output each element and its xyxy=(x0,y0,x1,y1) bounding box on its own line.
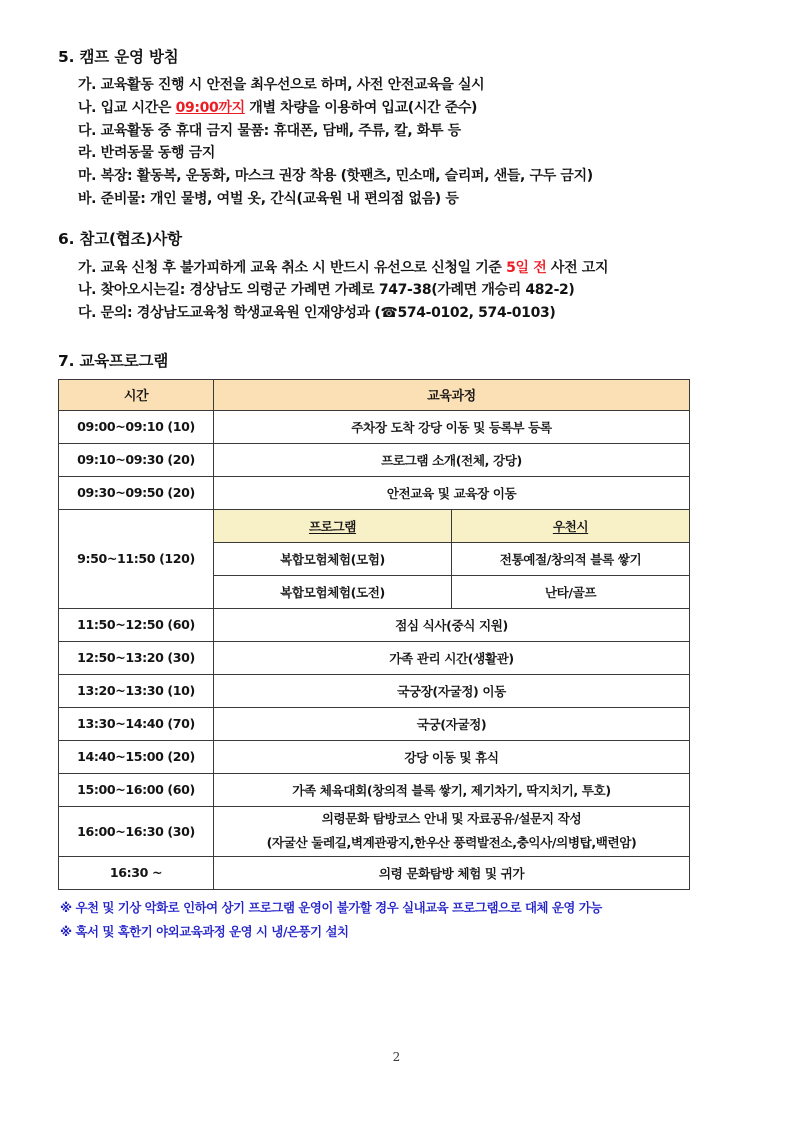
table-row-split-subheader xyxy=(59,509,690,542)
section-6-item-b: 나. 찾아오시는길: 경상남도 의령군 가례면 가례로 747-38(가례면 개승리 482-2) xyxy=(78,282,575,299)
row-time: 16:00~16:30 (30) xyxy=(59,806,214,856)
row-rain-activity: 전통예절/창의적 블록 쌓기 xyxy=(452,542,690,575)
column-header-time: 시간 xyxy=(59,379,214,410)
row-time-split: 9:50~11:50 (120) xyxy=(59,509,214,608)
section-camp-policy xyxy=(58,48,738,210)
table-row xyxy=(59,856,690,889)
row-course: 가족 관리 시간(생활관) xyxy=(214,641,690,674)
section-5-item-b xyxy=(58,97,738,120)
section-education-program xyxy=(58,349,738,941)
subheader-rain-label: 우천시 xyxy=(552,519,589,535)
section-6-title: 6. 참고(협조)사항 xyxy=(58,230,182,249)
footnote-temperature: ※ 혹서 및 혹한기 야외교육과정 운영 시 냉/온풍기 설치 xyxy=(60,923,349,939)
table-row xyxy=(59,674,690,707)
table-row xyxy=(59,641,690,674)
page-number: 2 xyxy=(392,1050,401,1064)
section-5-item-b-post: 개별 차량을 이용하여 입교(시간 준수) xyxy=(244,100,478,117)
row-program-activity: 복합모험체험(도전) xyxy=(214,575,452,608)
row-course: 국궁장(자굴정) 이동 xyxy=(214,674,690,707)
section-5-title: 5. 캠프 운영 방침 xyxy=(58,48,179,66)
table-row xyxy=(59,608,690,641)
table-row xyxy=(59,476,690,509)
section-5-item-f: 바. 준비물: 개인 물병, 여벌 옷, 간식(교육원 내 편의점 없음) 등 xyxy=(78,190,459,207)
telephone-icon: ☎ xyxy=(380,305,398,322)
row-time: 11:50~12:50 (60) xyxy=(59,608,214,641)
table-row xyxy=(59,707,690,740)
subheader-rain xyxy=(452,509,690,542)
section-5-item-d: 라. 반려동물 동행 금지 xyxy=(78,145,216,162)
section-7-title: 7. 교육프로그램 xyxy=(58,351,169,370)
table-row xyxy=(59,740,690,773)
row-course: 주차장 도착 강당 이동 및 등록부 등록 xyxy=(214,410,690,443)
row-course: 안전교육 및 교육장 이동 xyxy=(214,476,690,509)
section-6-item-c-pre: 다. 문의: 경상남도교육청 학생교육원 인재양성과 ( xyxy=(78,305,381,322)
column-header-course: 교육과정 xyxy=(214,379,690,410)
section-5-item-b-pre: 나. 입교 시간은 xyxy=(78,100,176,117)
row-program-activity: 복합모험체험(모험) xyxy=(214,542,452,575)
row-time: 16:30 ~ xyxy=(59,856,214,889)
row-course: 강당 이동 및 휴식 xyxy=(214,740,690,773)
row-course: 가족 체육대회(창의적 블록 쌓기, 제기차기, 딱지치기, 투호) xyxy=(214,773,690,806)
row-course-line-1: 의령문화 탐방코스 안내 및 자료공유/설문지 작성 xyxy=(321,810,582,826)
footnote-weather: ※ 우천 및 기상 악화로 인하여 상기 프로그램 운영이 불가할 경우 실내교육 프로그램으로 대체 운영 가능 xyxy=(60,899,602,915)
row-time: 09:30~09:50 (20) xyxy=(59,476,214,509)
row-course: 점심 식사(중식 지원) xyxy=(214,608,690,641)
row-time: 09:00~09:10 (10) xyxy=(59,410,214,443)
table-row xyxy=(59,773,690,806)
program-table-body xyxy=(59,410,690,889)
section-6-item-a xyxy=(58,257,738,280)
row-course-multiline xyxy=(214,806,690,856)
table-row-two-line xyxy=(59,806,690,856)
row-time: 14:40~15:00 (20) xyxy=(59,740,214,773)
section-reference-notes xyxy=(58,230,738,324)
section-5-item-list xyxy=(58,74,738,210)
section-6-item-a-pre: 가. 교육 신청 후 불가피하게 교육 취소 시 반드시 유선으로 신청일 기준 xyxy=(78,259,507,276)
section-5-item-a: 가. 교육활동 진행 시 안전을 최우선으로 하며, 사전 안전교육을 실시 xyxy=(78,77,485,94)
program-footnotes xyxy=(58,899,738,941)
subheader-program xyxy=(214,509,452,542)
program-table-head xyxy=(59,379,690,410)
row-course-line-2: (자굴산 둘레길,벽계관광지,한우산 풍력발전소,충익사/의병탑,백련암) xyxy=(266,835,637,851)
program-table-header-row xyxy=(59,379,690,410)
row-time: 15:00~16:00 (60) xyxy=(59,773,214,806)
row-rain-activity: 난타/골프 xyxy=(452,575,690,608)
row-time: 12:50~13:20 (30) xyxy=(59,641,214,674)
entry-time-highlight: 09:00까지 xyxy=(175,100,245,117)
section-6-item-c xyxy=(58,302,738,325)
row-time: 09:10~09:30 (20) xyxy=(59,443,214,476)
table-row xyxy=(59,443,690,476)
table-row xyxy=(59,410,690,443)
document-content xyxy=(58,48,738,946)
row-time: 13:20~13:30 (10) xyxy=(59,674,214,707)
section-5-item-c: 다. 교육활동 중 휴대 금지 물품: 휴대폰, 담배, 주류, 칼, 화투 등 xyxy=(78,122,461,139)
education-program-table xyxy=(58,379,690,890)
subheader-program-label: 프로그램 xyxy=(308,519,357,535)
section-5-item-e: 마. 복장: 활동복, 운동화, 마스크 권장 착용 (핫팬츠, 민소매, 슬리퍼, 샌들, 구두 금지) xyxy=(78,168,593,185)
contact-phone-numbers: 574-0102, 574-0103) xyxy=(397,305,556,322)
cancellation-deadline-highlight: 5일 전 xyxy=(506,259,547,276)
row-time: 13:30~14:40 (70) xyxy=(59,707,214,740)
section-6-item-a-post: 사전 고지 xyxy=(546,259,609,276)
row-course: 국궁(자굴정) xyxy=(214,707,690,740)
row-course: 프로그램 소개(전체, 강당) xyxy=(214,443,690,476)
section-6-item-list xyxy=(58,257,738,325)
row-course: 의령 문화탐방 체험 및 귀가 xyxy=(214,856,690,889)
